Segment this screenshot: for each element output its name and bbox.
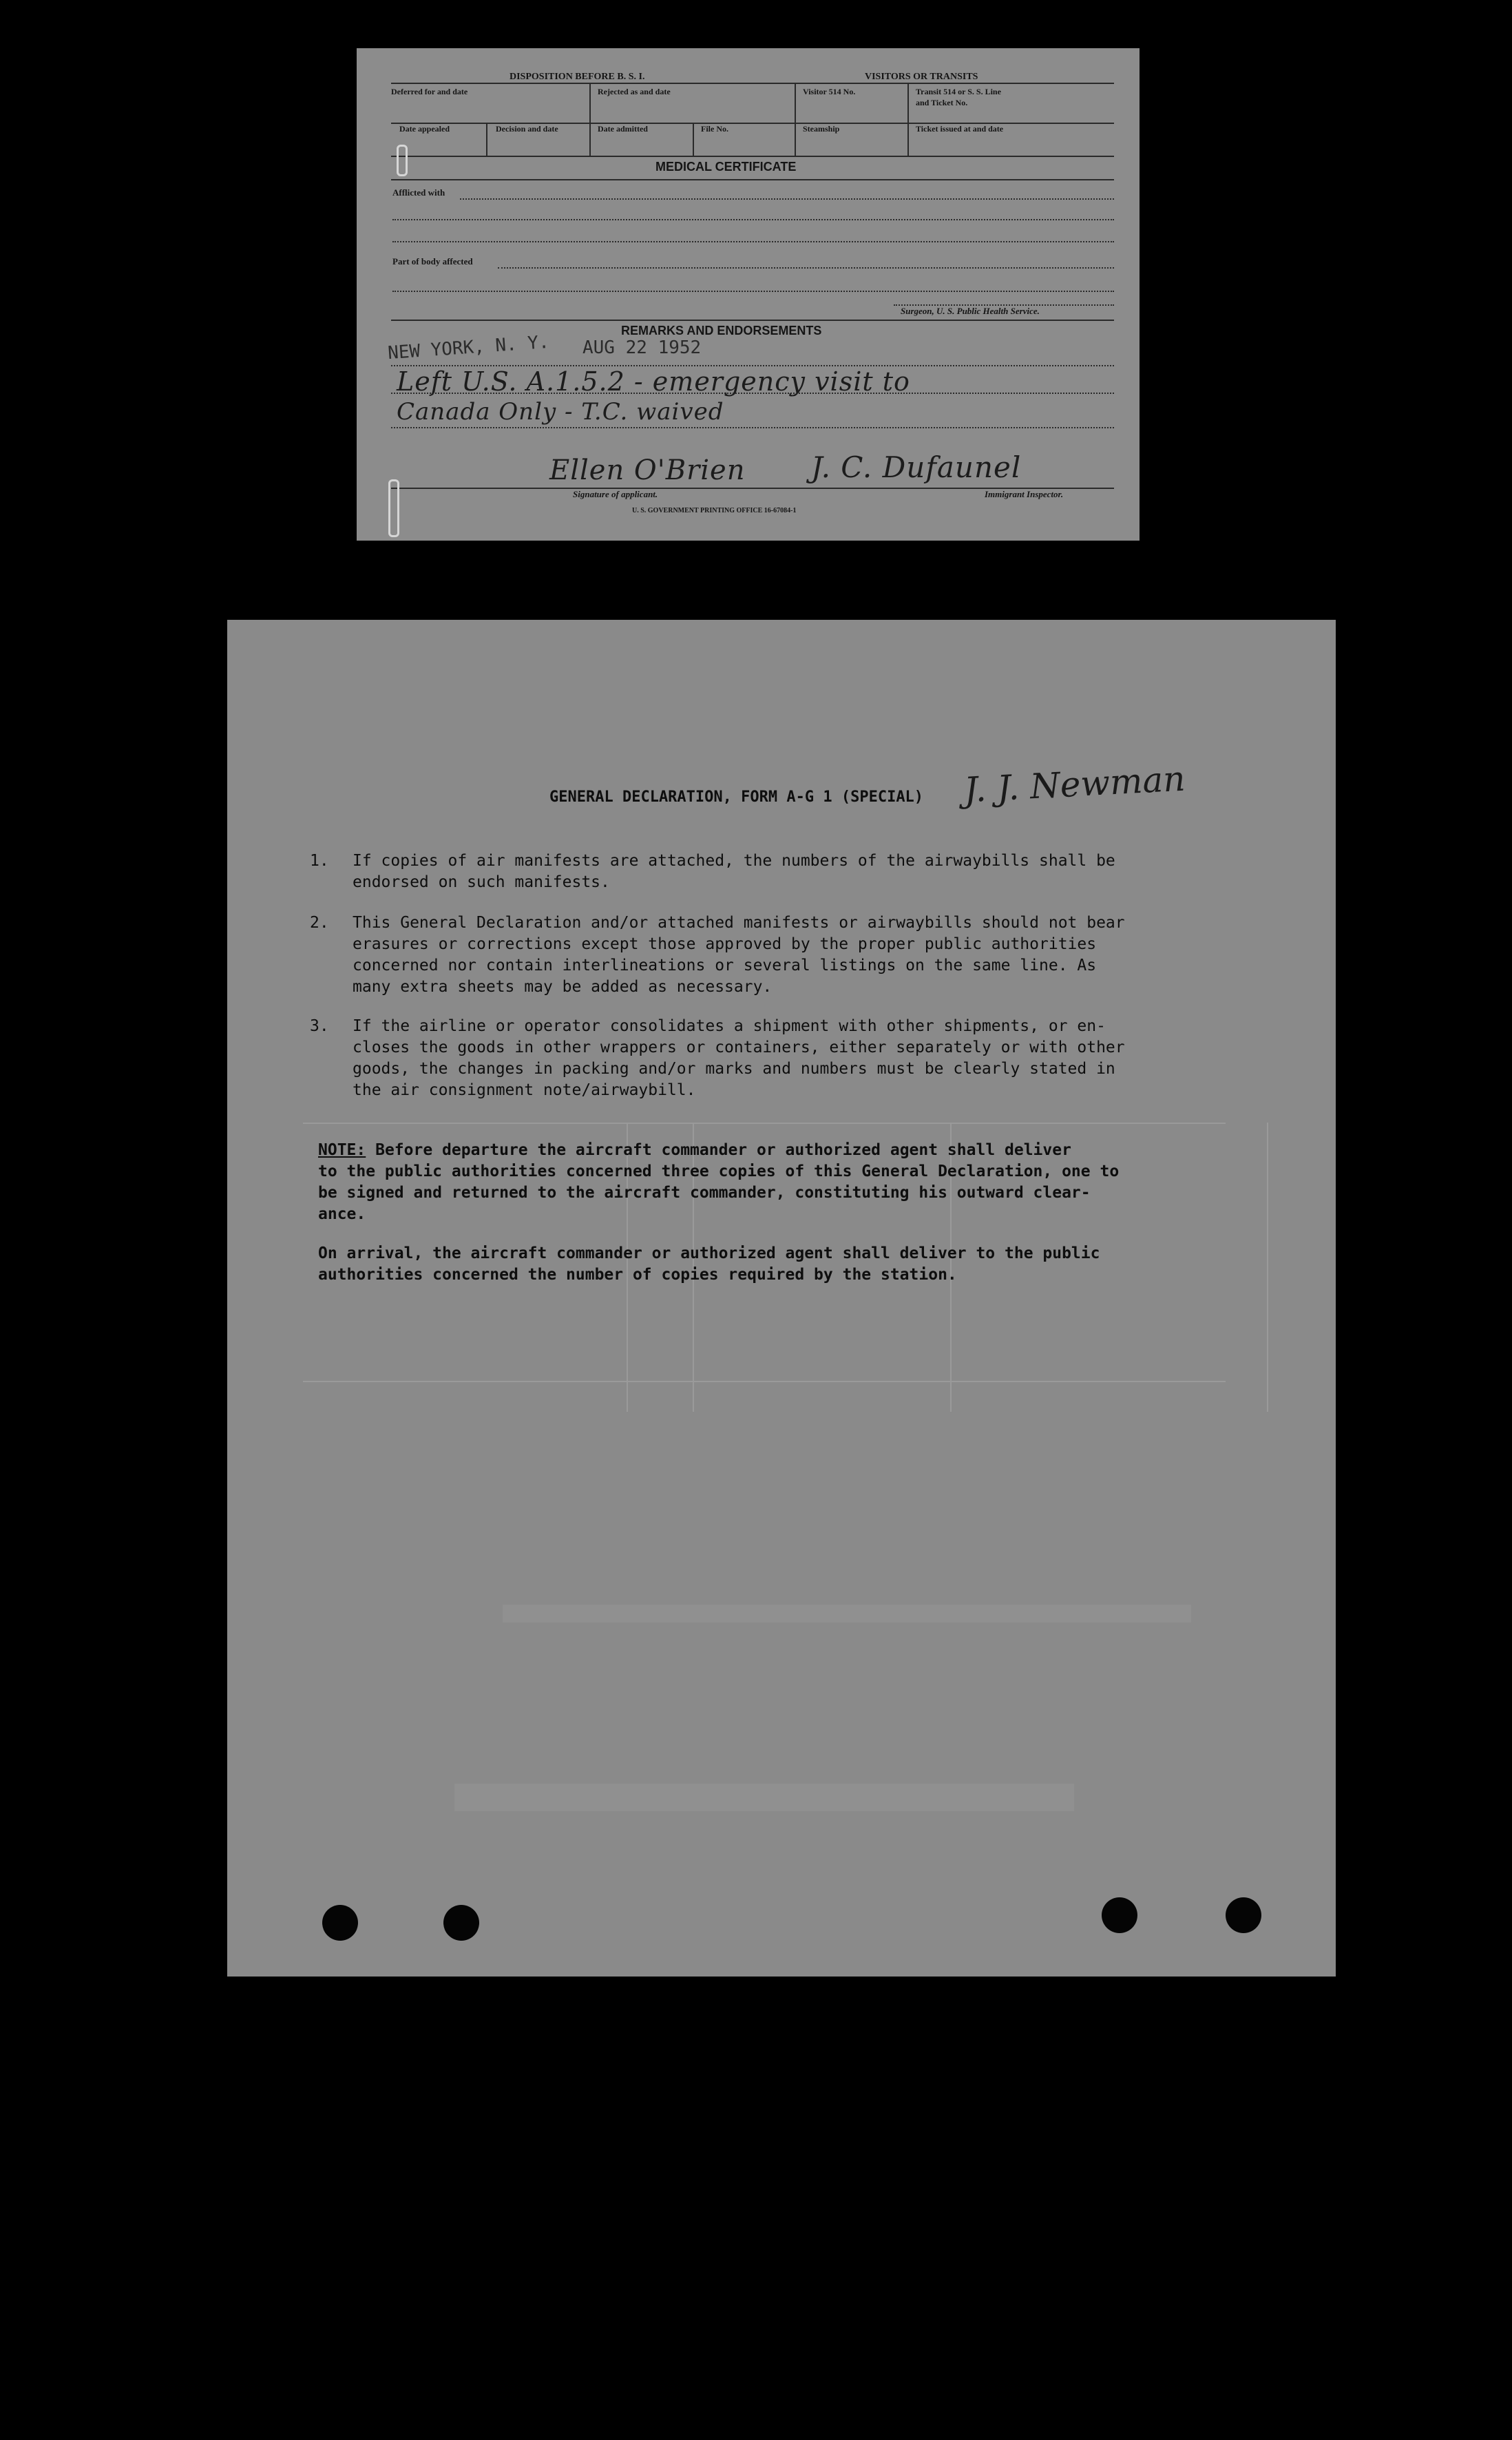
bleed-through-block xyxy=(503,1605,1191,1623)
afflicted-label: Afflicted with xyxy=(392,187,445,198)
medical-certificate-card xyxy=(357,48,1140,541)
divider xyxy=(486,123,487,156)
visitor-label: Visitor 514 No. xyxy=(803,87,856,96)
inspector-signature: J. C. Dufaunel xyxy=(811,450,1022,484)
disposition-header: DISPOSITION BEFORE B. S. I. xyxy=(510,72,645,82)
dotted-line xyxy=(391,393,1114,394)
handwritten-remark-2: Canada Only - T.C. waived xyxy=(397,398,724,426)
punch-hole xyxy=(443,1905,479,1941)
top-signature: J. J. Newman xyxy=(963,758,1186,811)
divider xyxy=(795,84,796,156)
rule xyxy=(391,83,1114,84)
declaration-title: GENERAL DECLARATION, FORM A-G 1 (SPECIAL) xyxy=(549,789,924,806)
divider xyxy=(693,123,694,156)
item-text: If the airline or operator consolidates a shipment with other shipments, or en- closes the goods in other wrappers or containers, either separately or with other goods, the changes in packing and/or marks and numbers must be clearly stated in the air consignment note/airwaybill. xyxy=(353,1017,1125,1099)
punch-hole xyxy=(322,1905,358,1941)
item-number: 3. xyxy=(310,1017,329,1035)
bleed-through-block xyxy=(454,1784,1074,1811)
note-block xyxy=(318,1140,1227,1225)
handwritten-remark-1: Left U.S. A.1.5.2 - emergency visit to xyxy=(397,366,910,397)
note-label: NOTE: xyxy=(318,1141,366,1159)
surgeon-label: Surgeon, U. S. Public Health Service. xyxy=(901,306,1040,316)
dotted-line xyxy=(391,427,1114,428)
arrival-note: On arrival, the aircraft commander or authorized agent shall deliver to the public authorities concerned the number of copies required by the station. xyxy=(318,1244,1100,1284)
rule xyxy=(391,156,1114,157)
appealed-label: Date appealed xyxy=(399,124,450,134)
dotted-line xyxy=(498,267,1114,269)
transit-label-2: and Ticket No. xyxy=(916,98,968,107)
bleed-through-line xyxy=(303,1381,1226,1382)
applicant-label: Signature of applicant. xyxy=(573,489,658,499)
rule xyxy=(391,320,1114,321)
rule xyxy=(391,179,1114,180)
bleed-through-line xyxy=(303,1123,1226,1124)
part-of-body-label: Part of body affected xyxy=(392,256,473,267)
dotted-line xyxy=(392,219,1114,220)
bleed-through-line xyxy=(1267,1123,1268,1412)
medical-certificate-title: MEDICAL CERTIFICATE xyxy=(655,160,797,174)
decision-label: Decision and date xyxy=(496,124,558,134)
remarks-title: REMARKS AND ENDORSEMENTS xyxy=(621,324,822,337)
steamship-label: Steamship xyxy=(803,124,840,134)
divider xyxy=(589,84,591,156)
dotted-line xyxy=(392,291,1114,292)
paper-clip-mark xyxy=(388,479,399,537)
general-declaration-sheet xyxy=(227,620,1336,1977)
transit-label: Transit 514 or S. S. Line xyxy=(916,87,1001,96)
dotted-line xyxy=(392,241,1114,242)
item-number: 2. xyxy=(310,914,329,932)
inspector-label: Immigrant Inspector. xyxy=(985,489,1064,499)
file-label: File No. xyxy=(701,124,728,134)
visitors-header: VISITORS OR TRANSITS xyxy=(865,72,978,82)
applicant-signature: Ellen O'Brien xyxy=(549,455,746,486)
ticket-label: Ticket issued at and date xyxy=(916,124,1004,134)
admitted-label: Date admitted xyxy=(598,124,648,134)
punch-hole xyxy=(1102,1897,1137,1933)
note-text: Before departure the aircraft commander or authorized agent shall deliver to the public authorities concerned three copies of this General Declaration, one to be signed and returned to the aircraft commander, constituting his outward clear- ance. xyxy=(318,1141,1120,1223)
rejected-label: Rejected as and date xyxy=(598,87,671,96)
date-stamp: AUG 22 1952 xyxy=(582,337,702,358)
printing-office-label: U. S. GOVERNMENT PRINTING OFFICE 16-67084-1 xyxy=(632,507,797,514)
paper-clip-mark xyxy=(397,145,408,176)
deferred-label: Deferred for and date xyxy=(391,87,468,96)
item-text: If copies of air manifests are attached, the numbers of the airwaybills shall be endorsed on such manifests. xyxy=(353,852,1115,891)
dotted-line xyxy=(460,198,1114,200)
divider xyxy=(907,84,909,156)
port-stamp: NEW YORK, N. Y. xyxy=(387,331,550,364)
punch-hole xyxy=(1226,1897,1261,1933)
item-text: This General Declaration and/or attached manifests or airwaybills should not bear erasures or corrections except those approved by the proper public authorities concerned nor contain interlineations or several listings on the same line. As many extra sheets may be added as necessary. xyxy=(353,914,1125,996)
item-number: 1. xyxy=(310,852,329,870)
